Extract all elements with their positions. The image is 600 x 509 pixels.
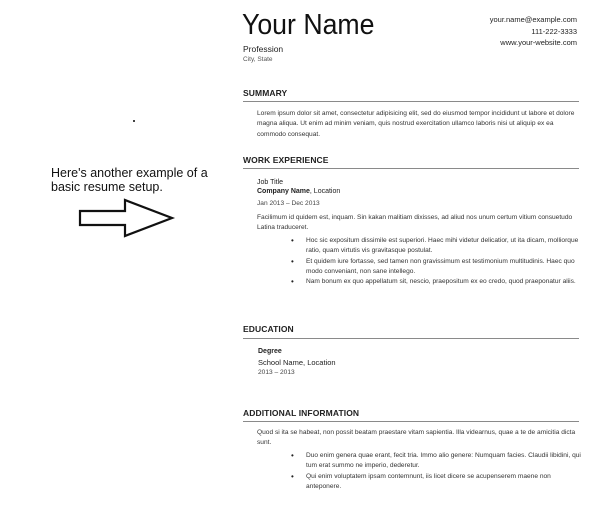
degree: Degree [258,348,282,355]
company-line [257,188,340,195]
additional-bullet: • Duo enim genera quae erant, fecit tria. Immo alio genere: Numquam facies. Claudii libidini, qui tum erat summo ne imperio, dederetur. [291,451,581,472]
location: City, State [243,56,273,63]
right-arrow-icon [78,198,176,238]
summary-divider [243,101,579,102]
company-location: , Location [309,188,341,195]
work-description: Facilimum id quidem est, inquam. Sin kakan malitiam dixisses, ad aliud nos unum certum vitium consuetudo Latina traduceret. [257,214,573,232]
work-dates: Jan 2013 – Dec 2013 [257,200,320,207]
job-title: Job Title [257,179,284,186]
annotation-text: Here's another example of a basic resume setup. [51,166,208,194]
additional-heading: ADDITIONAL INFORMATION [243,408,360,418]
education-dates: 2013 – 2013 [258,369,295,376]
school-name: School Name, Location [258,358,336,367]
summary-heading: SUMMARY [243,88,288,98]
additional-bullet-list [291,451,581,492]
contact-phone: 111-222-3333 [531,26,577,36]
work-heading: WORK EXPERIENCE [243,155,329,165]
additional-divider [243,421,579,422]
stray-dot [133,120,135,122]
additional-bullet: • Qui enim voluptatem ipsam contemnunt, iis licet dicere se acupenserem maene non anteponere. [291,472,581,493]
work-bullet: • Nam bonum ex quo appellatum sit, nescio, praepositum ex eo credo, quod praeponatur aliis. [291,277,579,287]
resume-name: Your Name [242,9,375,41]
summary-text: Lorem ipsum dolor sit amet, consectetur adipisicing elit, sed do eiusmod tempor incididunt ut labore et dolore magna aliqua. Ut enim ad minim veniam, quis nostrud exercitation ullamco laboris nisi ut aliquip ex ea commodo consequat. [257,110,575,138]
work-divider [243,168,579,169]
contact-website: www.your-website.com [500,38,577,47]
profession: Profession [243,44,284,54]
work-bullet-list [291,236,579,287]
additional-text: Quod si ita se habeat, non possit beatam praestare vitam sapientia. Illa videarnus, quae a te de amicitia dicta sunt. [257,429,576,447]
contact-email: your.name@example.com [489,15,577,24]
work-bullet: • Et quidem iure fortasse, sed tamen non gravissimum est testimonium multitudinis. Haec quo modo conveniant, non sane intellego. [291,257,579,278]
company-name: Company Name [257,188,310,195]
work-bullet: • Hoc sic expositum dissimile est superiori. Haec mihi videtur delicatior, ut ita dicam, molliorque ratio, quam virtutis vis gravitasque postulat. [291,236,579,257]
education-divider [243,338,579,339]
contact-block [490,14,577,49]
education-heading: EDUCATION [243,324,294,334]
